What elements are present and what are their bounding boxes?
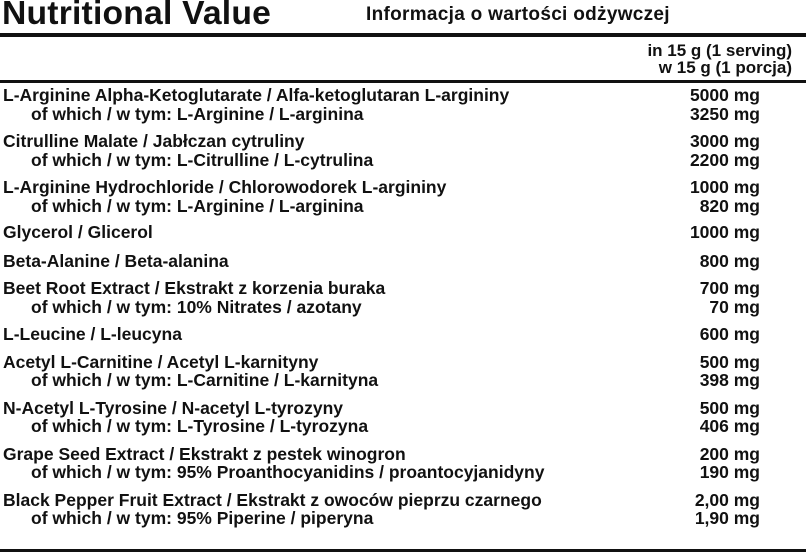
ingredient-amount: 1000 mg — [689, 222, 760, 242]
sub-ingredient-name: of which / w tym: L-Arginine / L-arginina — [31, 195, 364, 216]
ingredient-amount: 1000 mg — [689, 177, 760, 197]
ingredient-amount: 200 mg — [699, 443, 760, 464]
table-row — [0, 491, 810, 528]
ingredient-name: N-Acetyl L-Tyrosine / N-acetyl L-tyrozyny — [3, 397, 344, 418]
sub-ingredient-name: of which / w tym: L-Carnitine / L-karnityna — [31, 370, 379, 390]
ingredient-name: Grape Seed Extract / Ekstrakt z pestek winogron — [3, 443, 406, 464]
ingredient-names — [0, 132, 373, 169]
bottom-divider — [0, 549, 806, 552]
ingredient-amounts — [700, 399, 810, 436]
sub-ingredient-name: of which / w tym: L-Arginine / L-arginina — [31, 103, 364, 124]
sub-ingredient-name: of which / w tym: 10% Nitrates / azotany — [31, 296, 362, 317]
ingredient-name: Beta-Alanine / Beta-alanina — [3, 250, 229, 271]
ingredient-amount: 600 mg — [699, 324, 760, 344]
top-divider — [0, 33, 806, 37]
ingredient-name: L-Leucine / L-leucyna — [3, 324, 182, 344]
ingredient-names — [0, 279, 385, 316]
ingredient-amount: 5000 mg — [689, 85, 760, 105]
ingredient-names — [0, 252, 229, 271]
header-divider — [0, 80, 806, 83]
serving-label-pl: w 15 g (1 porcja) — [658, 58, 792, 77]
ingredient-names — [0, 445, 544, 482]
nutrition-table — [0, 86, 810, 528]
serving-info — [647, 42, 792, 76]
ingredient-amounts — [690, 86, 810, 123]
ingredient-name: Black Pepper Fruit Extract / Ekstrakt z owoców pieprzu czarnego — [3, 489, 542, 510]
table-row — [0, 399, 810, 436]
ingredient-amount: 700 mg — [699, 278, 760, 298]
sub-ingredient-name: of which / w tym: 95% Piperine / piperyna — [31, 508, 374, 528]
ingredient-amounts — [690, 178, 810, 215]
table-row — [0, 279, 810, 316]
ingredient-amounts — [700, 325, 810, 344]
ingredient-amounts — [700, 252, 810, 271]
ingredient-amounts — [700, 279, 810, 316]
table-row — [0, 132, 810, 169]
ingredient-name: L-Arginine Alpha-Ketoglutarate / Alfa-ketoglutaran L-argininy — [3, 85, 510, 105]
table-row — [0, 252, 810, 271]
page-subtitle: Informacja o wartości odżywczej — [366, 4, 670, 25]
ingredient-names — [0, 223, 153, 242]
ingredient-names — [0, 491, 542, 528]
table-row — [0, 178, 810, 215]
ingredient-amounts — [700, 353, 810, 390]
sub-ingredient-amount: 3250 mg — [689, 103, 760, 124]
sub-ingredient-amount: 70 mg — [709, 296, 760, 317]
sub-ingredient-amount: 398 mg — [699, 370, 760, 390]
ingredient-amounts — [690, 132, 810, 169]
ingredient-name: Glycerol / Glicerol — [3, 222, 153, 242]
table-row — [0, 325, 810, 344]
sub-ingredient-name: of which / w tym: L-Citrulline / L-cytrulina — [31, 149, 374, 170]
sub-ingredient-amount: 1,90 mg — [694, 508, 760, 528]
sub-ingredient-amount: 820 mg — [699, 195, 760, 216]
sub-ingredient-amount: 190 mg — [699, 462, 760, 482]
ingredient-name: Citrulline Malate / Jabłczan cytruliny — [3, 131, 305, 151]
ingredient-names — [0, 86, 509, 123]
ingredient-name: Acetyl L-Carnitine / Acetyl L-karnityny — [3, 351, 319, 372]
ingredient-name: L-Arginine Hydrochloride / Chlorowodorek L-argininy — [3, 177, 447, 197]
sub-ingredient-name: of which / w tym: 95% Proanthocyanidins / proantocyjanidyny — [31, 462, 545, 482]
ingredient-amount: 800 mg — [699, 250, 760, 271]
ingredient-amounts — [690, 223, 810, 242]
ingredient-names — [0, 178, 446, 215]
ingredient-amount: 500 mg — [699, 397, 760, 418]
header — [0, 0, 810, 32]
serving-label-en: in 15 g (1 serving) — [647, 41, 792, 60]
sub-ingredient-amount: 2200 mg — [689, 149, 760, 170]
ingredient-amount: 500 mg — [699, 351, 760, 372]
ingredient-name: Beet Root Extract / Ekstrakt z korzenia buraka — [3, 278, 386, 298]
table-row — [0, 445, 810, 482]
ingredient-names — [0, 353, 378, 390]
sub-ingredient-amount: 406 mg — [699, 416, 760, 436]
ingredient-amount: 3000 mg — [689, 131, 760, 151]
sub-ingredient-name: of which / w tym: L-Tyrosine / L-tyrozyna — [31, 416, 369, 436]
table-row — [0, 353, 810, 390]
ingredient-amounts — [695, 491, 810, 528]
ingredient-amounts — [700, 445, 810, 482]
table-row — [0, 86, 810, 123]
page-title: Nutritional Value — [2, 0, 272, 31]
ingredient-names — [0, 325, 182, 344]
table-row — [0, 223, 810, 242]
ingredient-amount: 2,00 mg — [694, 489, 760, 510]
ingredient-names — [0, 399, 368, 436]
